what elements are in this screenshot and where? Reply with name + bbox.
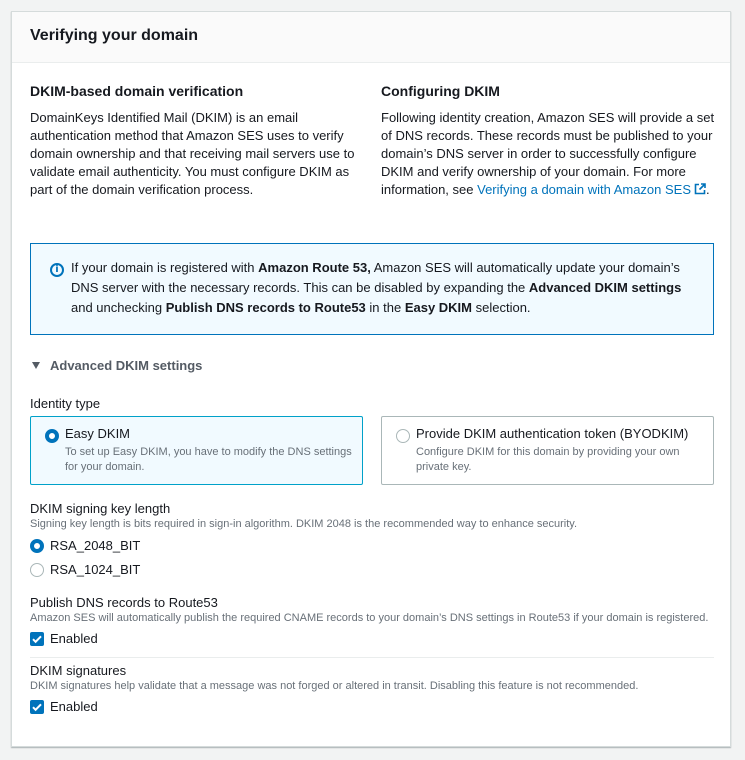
info-bold-easy-dkim: Easy DKIM (404, 300, 473, 315)
info-text-4: in the (365, 300, 405, 315)
publish-dns-checkbox-row[interactable] (30, 631, 230, 649)
signing-key-length-label: DKIM signing key length (30, 501, 171, 516)
info-text-5: selection. (472, 300, 531, 315)
rsa-1024-option[interactable] (30, 562, 230, 580)
panel-header (12, 12, 730, 63)
easy-dkim-title: Easy DKIM (65, 426, 131, 441)
verifying-domain-link[interactable] (477, 182, 706, 197)
configuring-dkim-text: Following identity creation, Amazon SES will provide a set of DNS records. These records must be published to your domain’s DNS server in order to successfully configure DKIM and verify ownership of your domain. For more information, see (381, 110, 715, 197)
info-bold-publish: Publish DNS records to Route53 (165, 300, 366, 315)
dkim-signatures-description: DKIM signatures help validate that a message was not forged or altered in transit. Disabling this feature is not recommended. (30, 680, 639, 692)
identity-option-byodkim[interactable] (381, 416, 714, 485)
easy-dkim-radio[interactable] (45, 429, 59, 443)
dkim-verification-title: DKIM-based domain verification (30, 83, 244, 99)
external-link-icon (694, 182, 706, 194)
rsa-2048-radio[interactable] (30, 539, 44, 553)
rsa-2048-option[interactable] (30, 538, 230, 556)
info-text-3: and unchecking (71, 300, 166, 315)
configuring-dkim-title: Configuring DKIM (381, 83, 500, 99)
rsa-2048-label[interactable]: RSA_2048_BIT (50, 538, 141, 553)
rsa-1024-radio[interactable] (30, 563, 44, 577)
info-text-2: Amazon SES will automatically update your domain’s DNS server with the necessary records. This can be disabled by expanding the (71, 260, 680, 295)
dkim-signatures-label: DKIM signatures (30, 663, 127, 678)
identity-option-easy-dkim[interactable] (30, 416, 363, 485)
info-bold-advanced: Advanced DKIM settings (528, 280, 682, 295)
byodkim-description: Configure DKIM for this domain by providing your own private key. (416, 446, 680, 473)
info-icon: i (50, 263, 64, 277)
dkim-signatures-enabled-label[interactable]: Enabled (50, 699, 98, 714)
byodkim-radio[interactable] (396, 429, 410, 443)
signing-key-length-description: Signing key length is bits required in sign-in algorithm. DKIM 2048 is the recommended way to enhance security. (30, 518, 578, 530)
verifying-domain-panel (11, 11, 731, 747)
advanced-dkim-settings-label: Advanced DKIM settings (50, 358, 203, 373)
publish-dns-checkbox[interactable] (30, 632, 44, 646)
publish-dns-description: Amazon SES will automatically publish the required CNAME records to your domain’s DNS settings in Route53 if your domain is registered. (30, 612, 709, 624)
rsa-1024-label[interactable]: RSA_1024_BIT (50, 562, 141, 577)
dkim-signatures-checkbox[interactable] (30, 700, 44, 714)
dkim-signatures-checkbox-row[interactable] (30, 699, 230, 717)
advanced-dkim-settings-toggle[interactable] (32, 358, 202, 373)
publish-dns-label: Publish DNS records to Route53 (30, 595, 218, 610)
configuring-dkim-trailing: . (706, 182, 710, 197)
info-alert-text (71, 258, 701, 318)
caret-down-icon (32, 362, 40, 369)
section-divider (30, 657, 714, 658)
easy-dkim-description: To set up Easy DKIM, you have to modify the DNS settings for your domain. (65, 446, 352, 473)
identity-type-label: Identity type (30, 396, 101, 411)
configuring-dkim-body (381, 109, 716, 199)
dkim-verification-body: DomainKeys Identified Mail (DKIM) is an email authentication method that Amazon SES uses to verify domain ownership and that receiving mail servers use to validate email authenticity. You must configure DKIM as part of the domain verification process. (30, 110, 355, 197)
route53-info-alert (30, 243, 714, 335)
publish-dns-enabled-label[interactable]: Enabled (50, 631, 98, 646)
info-text-1: If your domain is registered with (71, 260, 259, 275)
byodkim-title: Provide DKIM authentication token (BYODKIM) (416, 426, 689, 441)
verifying-domain-link-text[interactable]: Verifying a domain with Amazon SES (477, 182, 692, 197)
info-bold-route53: Amazon Route 53, (258, 260, 371, 275)
panel-title: Verifying your domain (30, 27, 199, 44)
